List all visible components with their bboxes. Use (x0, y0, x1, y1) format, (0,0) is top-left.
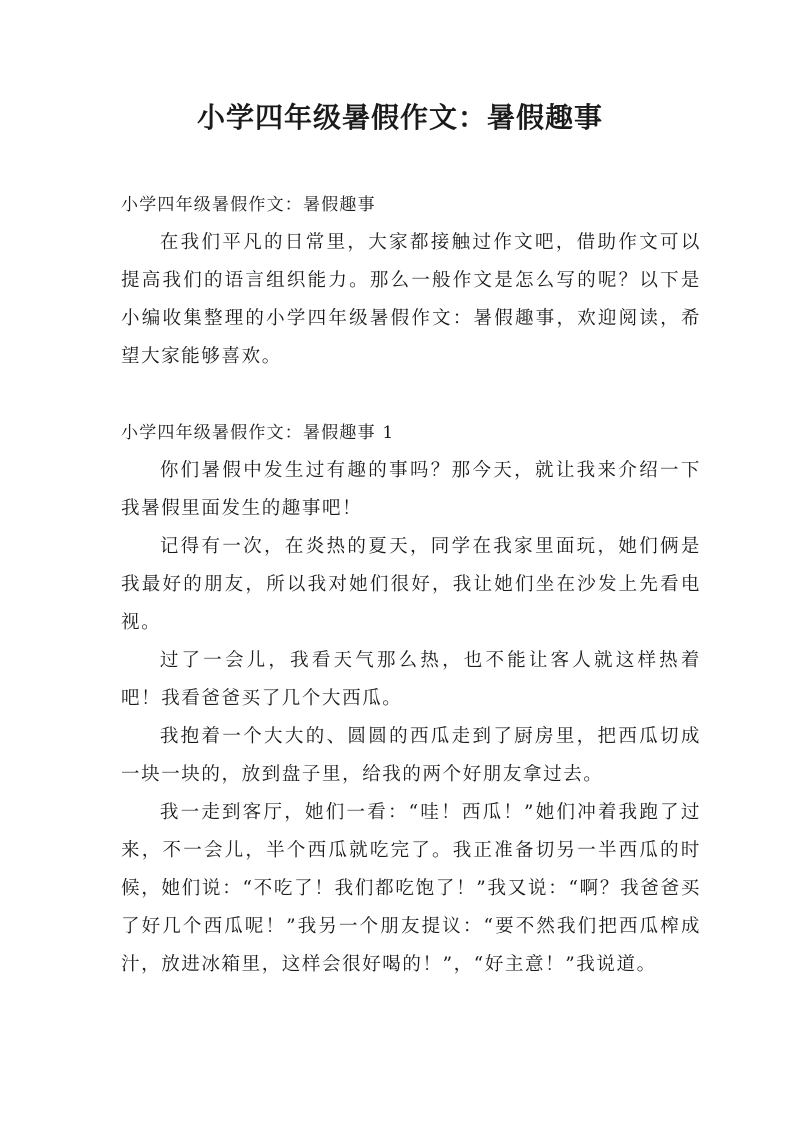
document-body (121, 186, 701, 984)
section-heading: 小学四年级暑假作文：暑假趣事 1 (121, 423, 395, 443)
body-paragraph: 我抱着一个大大的、圆圆的西瓜走到了厨房里，把西瓜切成一块一块的，放到盘子里，给我的两个好朋友拿过去。 (121, 726, 701, 785)
intro-heading: 小学四年级暑假作文：暑假趣事 (121, 195, 376, 215)
body-paragraph: 你们暑假中发生过有趣的事吗？那今天，就让我来介绍一下我暑假里面发生的趣事吧！ (121, 460, 701, 519)
intro-paragraph: 在我们平凡的日常里，大家都接触过作文吧，借助作文可以提高我们的语言组织能力。那么一般作文是怎么写的呢？以下是小编收集整理的小学四年级暑假作文：暑假趣事，欢迎阅读，希望大家能够喜欢。 (121, 232, 701, 367)
section-spacer (121, 376, 701, 414)
body-paragraph: 过了一会儿，我看天气那么热，也不能让客人就这样热着吧！我看爸爸买了几个大西瓜。 (121, 650, 701, 709)
body-paragraph: 记得有一次，在炎热的夏天，同学在我家里面玩，她们俩是我最好的朋友，所以我对她们很好，我让她们坐在沙发上先看电视。 (121, 536, 701, 633)
body-paragraph: 我一走到客厅，她们一看：“哇！西瓜！”她们冲着我跑了过来，不一会儿，半个西瓜就吃完了。我正准备切另一半西瓜的时候，她们说：“不吃了！我们都吃饱了！”我又说：“啊？我爸爸买了好几个西瓜呢！”我另一个朋友提议：“要不然我们把西瓜榨成汁，放进冰箱里，这样会很好喝的！”，“好主意！”我说道。 (121, 802, 701, 975)
document-title: 小学四年级暑假作文：暑假趣事 (196, 101, 603, 134)
